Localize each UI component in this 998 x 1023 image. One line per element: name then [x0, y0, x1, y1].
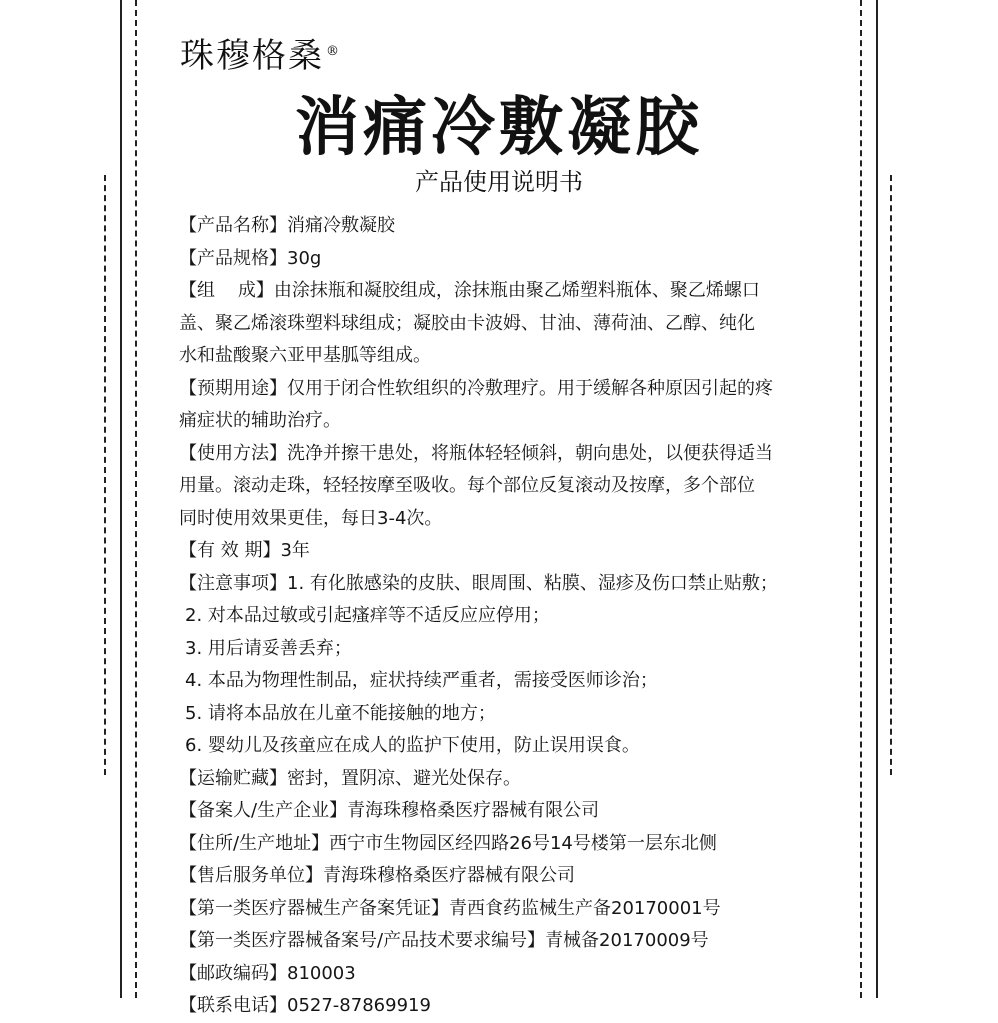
field-value: 0527-87869919 — [287, 995, 431, 1016]
precaution-item: 2. 对本品过敏或引起瘙痒等不适反应应停用； — [185, 605, 550, 626]
field-filing-no — [179, 925, 839, 958]
field-label: 【组 成】 — [179, 280, 274, 301]
field-label: 【产品规格】 — [179, 247, 287, 269]
instruction-body — [179, 210, 839, 1023]
field-label: 【备案人/生产企业】 — [179, 800, 348, 821]
field-spec — [179, 243, 839, 276]
field-label: 【住所/生产地址】 — [179, 832, 330, 854]
brand-name: 珠穆格桑 — [180, 36, 324, 76]
field-value: 仅用于闭合性软组织的冷敷理疗。用于缓解各种原因引起的疼 — [287, 377, 773, 399]
precaution-item: 5. 请将本品放在儿童不能接触的地方； — [185, 702, 496, 724]
registered-mark: ® — [326, 43, 341, 59]
brand-logo — [180, 28, 341, 77]
document-subtitle: 产品使用说明书 — [415, 168, 583, 196]
field-postcode — [179, 958, 839, 991]
field-value: 由涂抹瓶和凝胶组成，涂抹瓶由聚乙烯塑料瓶体、聚乙烯螺口 — [273, 280, 760, 301]
field-label: 【有 效 期】 — [179, 540, 281, 561]
field-value: 30g — [287, 247, 322, 269]
field-address — [179, 828, 839, 861]
field-label: 【使用方法】 — [179, 442, 287, 464]
field-composition — [179, 275, 839, 308]
field-label: 【售后服务单位】 — [179, 865, 323, 886]
field-value: 810003 — [287, 962, 356, 984]
field-value: 青西食药监械生产备20170001号 — [449, 897, 721, 919]
field-value: 西宁市生物园区经四路26号14号楼第一层东北侧 — [329, 832, 717, 854]
field-label: 【邮政编码】 — [179, 962, 287, 984]
precaution-item: 6. 婴幼儿及孩童应在成人的监护下使用，防止误用误食。 — [185, 735, 640, 756]
field-intended-use-cont: 痛症状的辅助治疗。 — [179, 410, 341, 431]
field-composition-cont: 水和盐酸聚六亚甲基胍等组成。 — [179, 345, 431, 366]
field-value: 洗净并擦干患处，将瓶体轻轻倾斜，朝向患处，以便获得适当 — [287, 442, 773, 464]
field-validity — [179, 535, 839, 568]
field-label: 【产品名称】 — [179, 215, 287, 236]
field-intended-use — [179, 373, 839, 406]
field-storage — [179, 763, 839, 796]
field-composition-cont: 盖、聚乙烯滚珠塑料球组成；凝胶由卡波姆、甘油、薄荷油、乙醇、纯化 — [179, 312, 755, 334]
field-value: 青械备20170009号 — [545, 930, 709, 951]
field-product-name — [179, 210, 839, 243]
field-label: 【第一类医疗器械备案号/产品技术要求编号】 — [179, 930, 546, 951]
frame-dash-outer-right — [890, 175, 892, 775]
product-title: 消痛冷敷凝胶 — [295, 90, 703, 165]
precaution-item: 4. 本品为物理性制品，症状持续严重者，需接受医师诊治； — [185, 670, 658, 691]
field-usage — [179, 438, 839, 471]
field-usage-cont: 用量。滚动走珠，轻轻按摩至吸收。每个部位反复滚动及按摩，多个部位 — [179, 475, 755, 496]
precaution-item: 1. 有化脓感染的皮肤、眼周围、粘膜、湿疹及伤口禁止贴敷； — [287, 572, 778, 594]
field-label: 【联系电话】 — [179, 995, 287, 1016]
field-label: 【第一类医疗器械生产备案凭证】 — [179, 897, 449, 919]
field-phone — [179, 990, 839, 1023]
field-value: 消痛冷敷凝胶 — [287, 215, 395, 236]
field-precautions — [179, 568, 839, 601]
frame-dash-outer-left — [104, 175, 106, 775]
field-label: 【预期用途】 — [179, 377, 287, 399]
field-service — [179, 860, 839, 893]
precaution-item: 3. 用后请妥善丢弃； — [185, 637, 352, 659]
field-value: 青海珠穆格桑医疗器械有限公司 — [347, 800, 600, 821]
field-label: 【运输贮藏】 — [179, 767, 287, 789]
field-filer — [179, 795, 839, 828]
field-usage-cont: 同时使用效果更佳，每日3-4次。 — [179, 507, 443, 529]
field-label: 【注意事项】 — [179, 572, 287, 594]
field-production-cert — [179, 893, 839, 926]
field-value: 青海珠穆格桑医疗器械有限公司 — [323, 865, 575, 886]
field-value: 密封，置阴凉、避光处保存。 — [287, 767, 521, 789]
field-value: 3年 — [280, 540, 310, 561]
